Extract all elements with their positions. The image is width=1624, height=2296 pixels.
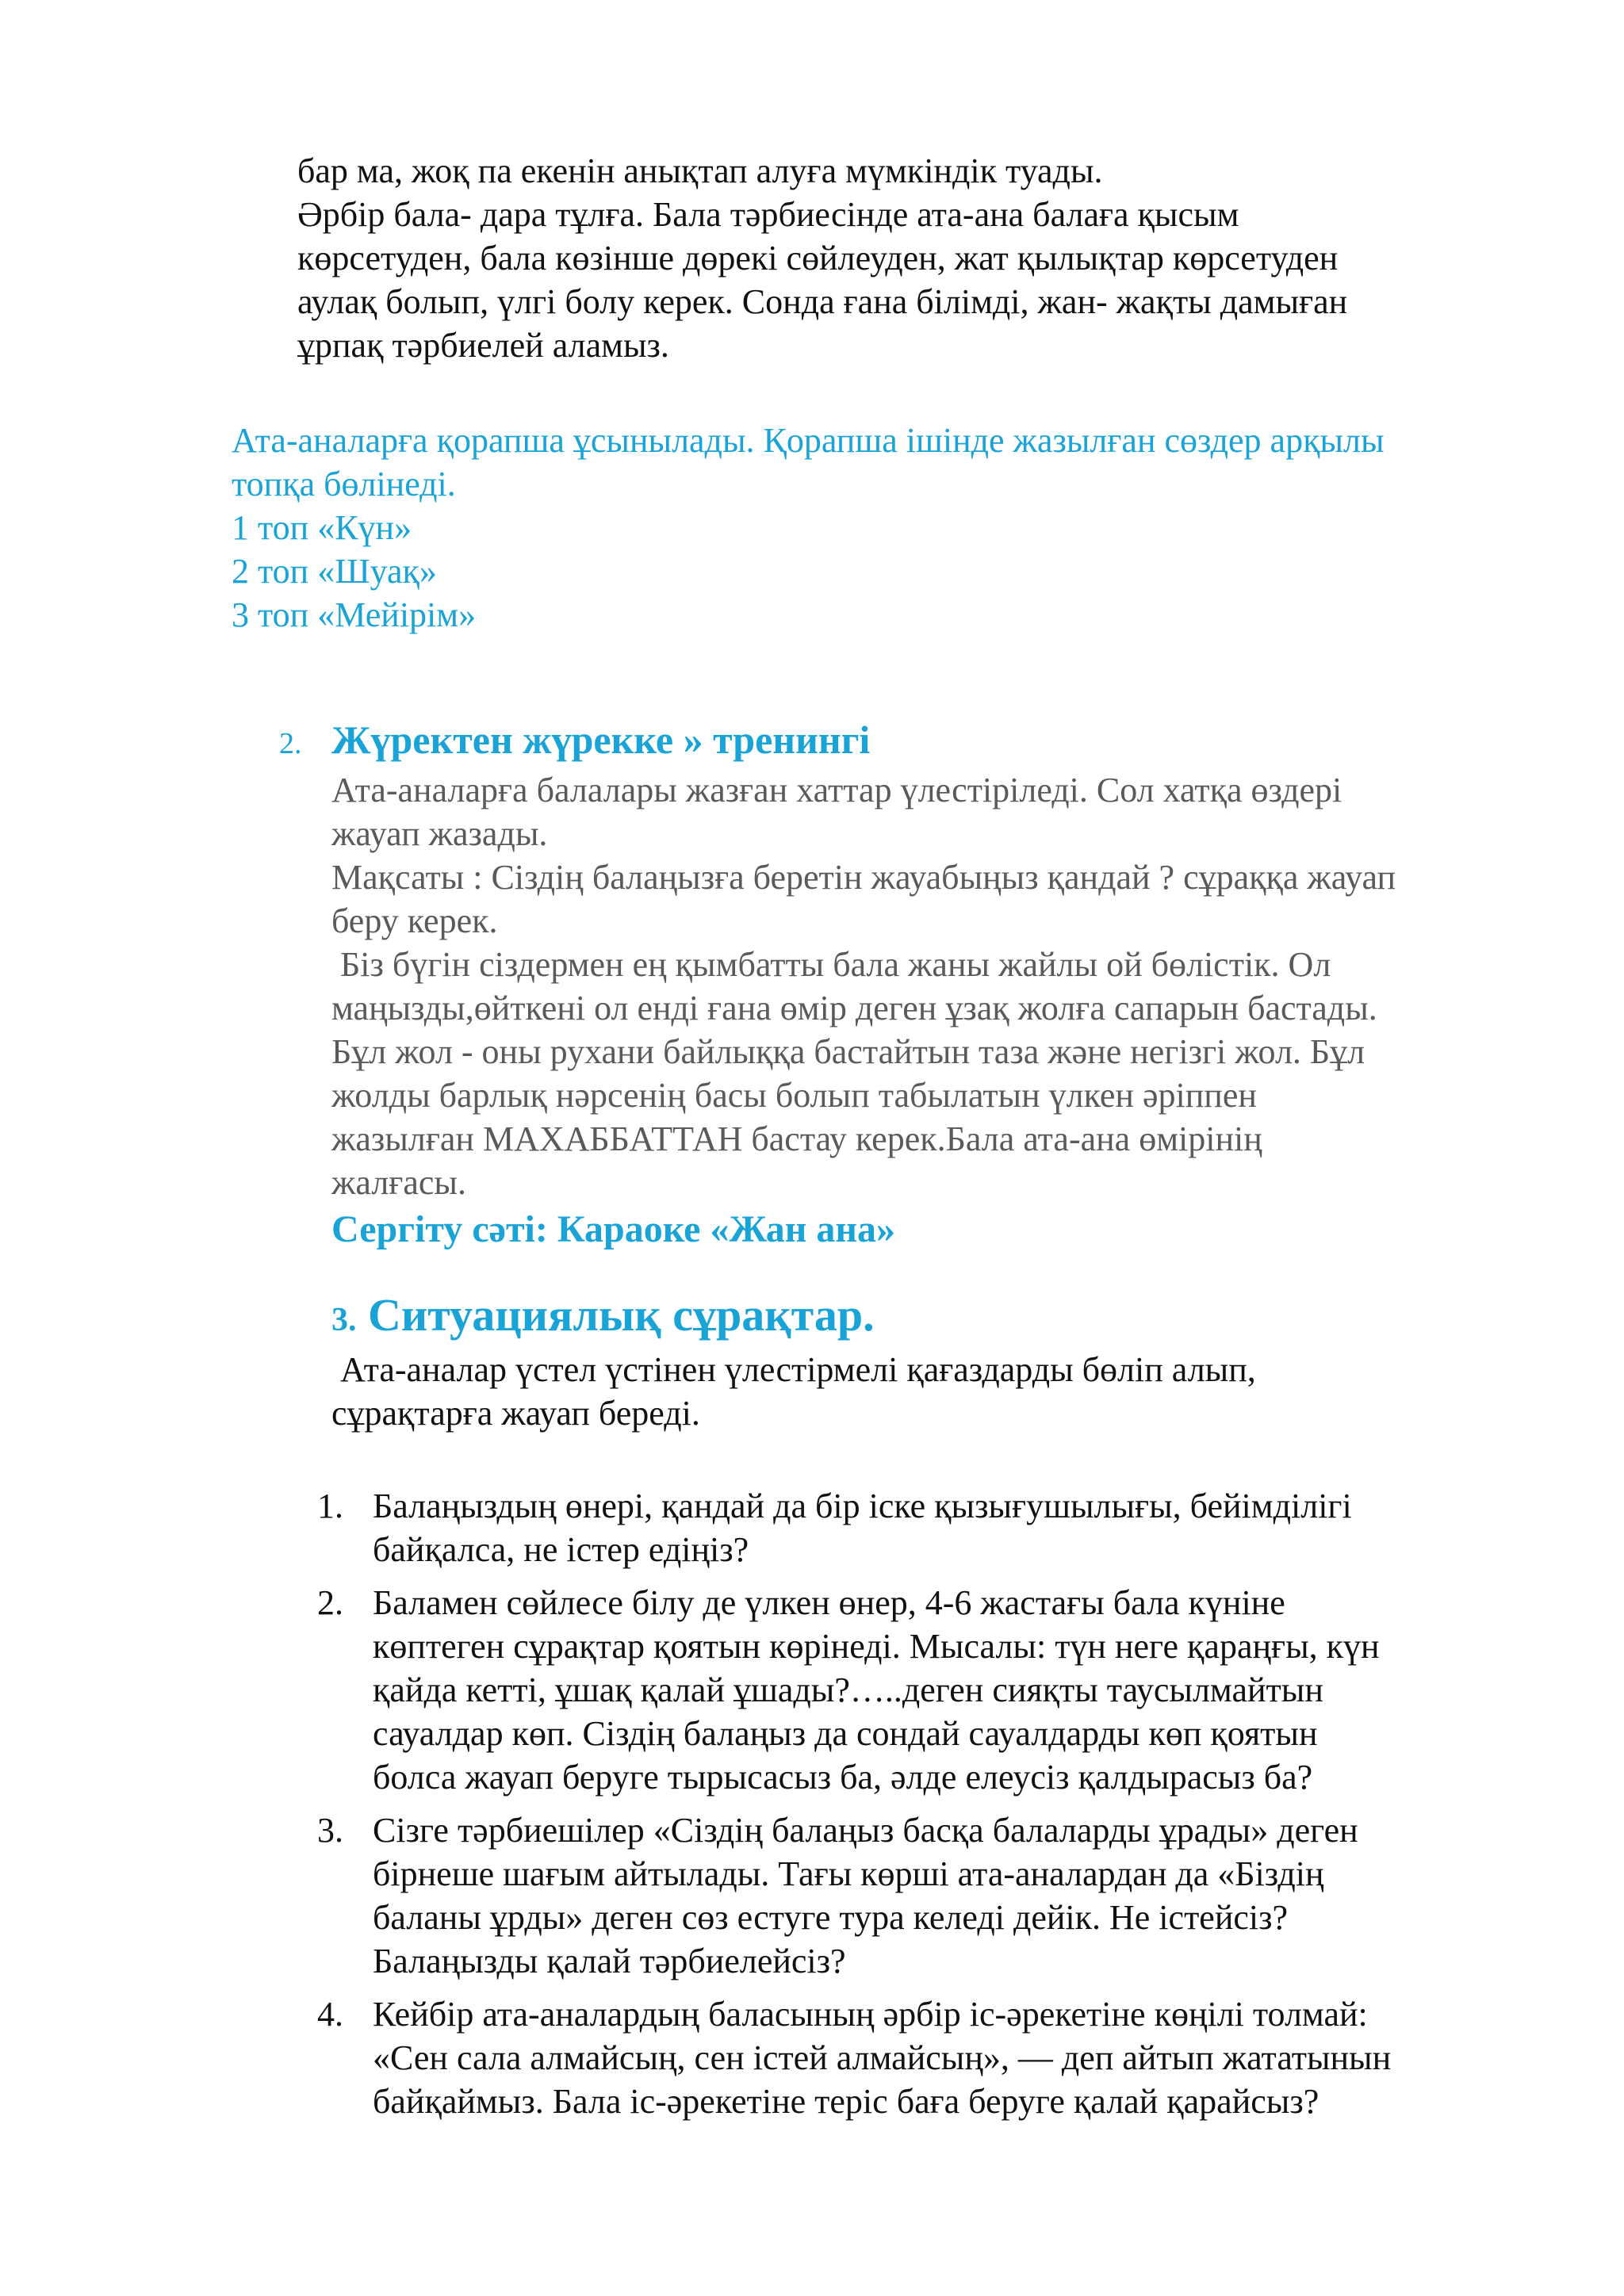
section-2-number: 2. — [279, 727, 302, 760]
section-2-title: Жүректен жүрекке » тренингі — [331, 718, 871, 762]
section-2-line: беру керек. — [331, 901, 498, 940]
question-number: 3. — [317, 1811, 343, 1850]
section-3-body — [331, 1348, 1568, 1435]
situational-questions-list — [317, 1484, 1570, 2133]
break-activity-heading: Сергіту сәті: Караоке «Жан ана» — [331, 1208, 896, 1250]
section-2-line: жалғасы. — [331, 1163, 466, 1202]
section-2-line: жолды барлық нәрсенің басы болып табылатын үлкен әріппен — [331, 1076, 1257, 1115]
section-2-line: жауап жазады. — [331, 814, 548, 853]
section-3-title: Ситуациялық сұрақтар. — [356, 1289, 875, 1341]
question-line: бірнеше шағым айтылады. Тағы көрші ата-аналардан да «Біздің — [373, 1854, 1324, 1893]
intro-line: Әрбір бала- дара тұлға. Бала тәрбиесінде ата-ана балаға қысым — [297, 195, 1239, 234]
intro-line: көрсетуден, бала көзінше дөрекі сөйлеуден, жат қылықтар көрсетуден — [297, 239, 1339, 277]
group-item: 3 топ «Мейірім» — [232, 595, 477, 634]
section-2-line: Біз бүгін сіздермен ең қымбатты бала жаны жайлы ой бөлістік. Ол — [331, 945, 1331, 984]
question-line: байқаймыз. Бала іс-әрекетіне теріс баға беруге қалай қарайсыз? — [373, 2082, 1320, 2121]
section-2-line: Мақсаты : Сіздің балаңызға беретін жауабыңыз қандай ? сұраққа жауап — [331, 858, 1396, 897]
question-line: көптеген сұрақтар қоятын көрінеді. Мысалы: түн неге қараңғы, күн — [373, 1627, 1380, 1666]
section-2-line: Ата-аналарға балалары жазған хаттар үлестіріледі. Сол хатқа өздері — [331, 771, 1342, 809]
group-intro-line: Ата-аналарға қорапша ұсынылады. Қорапша ішінде жазылған сөздер арқылы — [232, 421, 1385, 460]
list-item — [317, 1808, 1570, 1983]
question-number: 2. — [317, 1583, 343, 1622]
question-line: Балаңызды қалай тәрбиелейсіз? — [373, 1942, 846, 1980]
intro-line: бар ма, жоқ па екенін анықтап алуға мүмкіндік туады. — [297, 151, 1103, 190]
section-2-line: жазылған МАХАББАТТАН бастау керек.Бала ата-ана өмірінің — [331, 1119, 1262, 1158]
question-line: «Сен сала алмайсың, сен істей алмайсың», — деп айтып жататынын — [373, 2038, 1392, 2077]
section-2-body — [331, 768, 1564, 1204]
question-line: сауалдар көп. Сіздің балаңыз да сондай сауалдарды көп қоятын — [373, 1714, 1318, 1753]
section-3 — [331, 1288, 1568, 1435]
question-line: болса жауап беруге тырысасыз ба, әлде елеусіз қалдырасыз ба? — [373, 1758, 1313, 1797]
list-item — [317, 1581, 1570, 1799]
section-3-heading — [331, 1288, 1568, 1348]
question-line: Баламен сөйлесе білу де үлкен өнер, 4-6 жастағы бала күніне — [373, 1583, 1285, 1622]
question-line: Кейбір ата-аналардың баласының әрбір іс-әрекетіне көңілі толмай: — [373, 1995, 1368, 2034]
question-number: 1. — [317, 1487, 343, 1525]
section-2-heading — [279, 715, 1564, 768]
question-line: Сізге тәрбиешілер «Сіздің балаңыз басқа балаларды ұрады» деген — [373, 1811, 1358, 1850]
question-line: баланы ұрды» деген сөз естуге тура келеді дейік. Не істейсіз? — [373, 1898, 1289, 1937]
section-2-line: маңызды,өйткені ол енді ғана өмір деген ұзақ жолға сапарын бастады. — [331, 989, 1377, 1027]
intro-line: ұрпақ тәрбиелей аламыз. — [297, 326, 669, 365]
question-line: Балаңыздың өнері, қандай да бір іске қызығушылығы, бейімділігі — [373, 1487, 1352, 1525]
section-3-number: 3. — [331, 1302, 357, 1338]
section-3-line: сұрақтарға жауап береді. — [331, 1394, 700, 1433]
question-line: байқалса, не істер едіңіз? — [373, 1530, 749, 1569]
list-item — [317, 1484, 1570, 1571]
section-2-line: Бұл жол - оны рухани байлыққа бастайтын таза және негізгі жол. Бұл — [331, 1032, 1365, 1071]
group-intro-line: топқа бөлінеді. — [232, 465, 456, 503]
section-3-line: Ата-аналар үстел үстінен үлестірмелі қағаздарды бөліп алып, — [331, 1350, 1256, 1389]
list-item — [317, 1992, 1570, 2123]
question-number: 4. — [317, 1995, 343, 2034]
section-2 — [279, 715, 1564, 1204]
group-item: 1 топ «Күн» — [232, 508, 412, 547]
intro-paragraph — [297, 149, 1534, 367]
group-division-paragraph — [232, 419, 1564, 637]
intro-line: аулақ болып, үлгі болу керек. Сонда ғана білімді, жан- жақты дамыған — [297, 282, 1348, 321]
question-line: қайда кетті, ұшақ қалай ұшады?…..деген сияқты таусылмайтын — [373, 1670, 1323, 1709]
group-item: 2 топ «Шуақ» — [232, 552, 437, 591]
